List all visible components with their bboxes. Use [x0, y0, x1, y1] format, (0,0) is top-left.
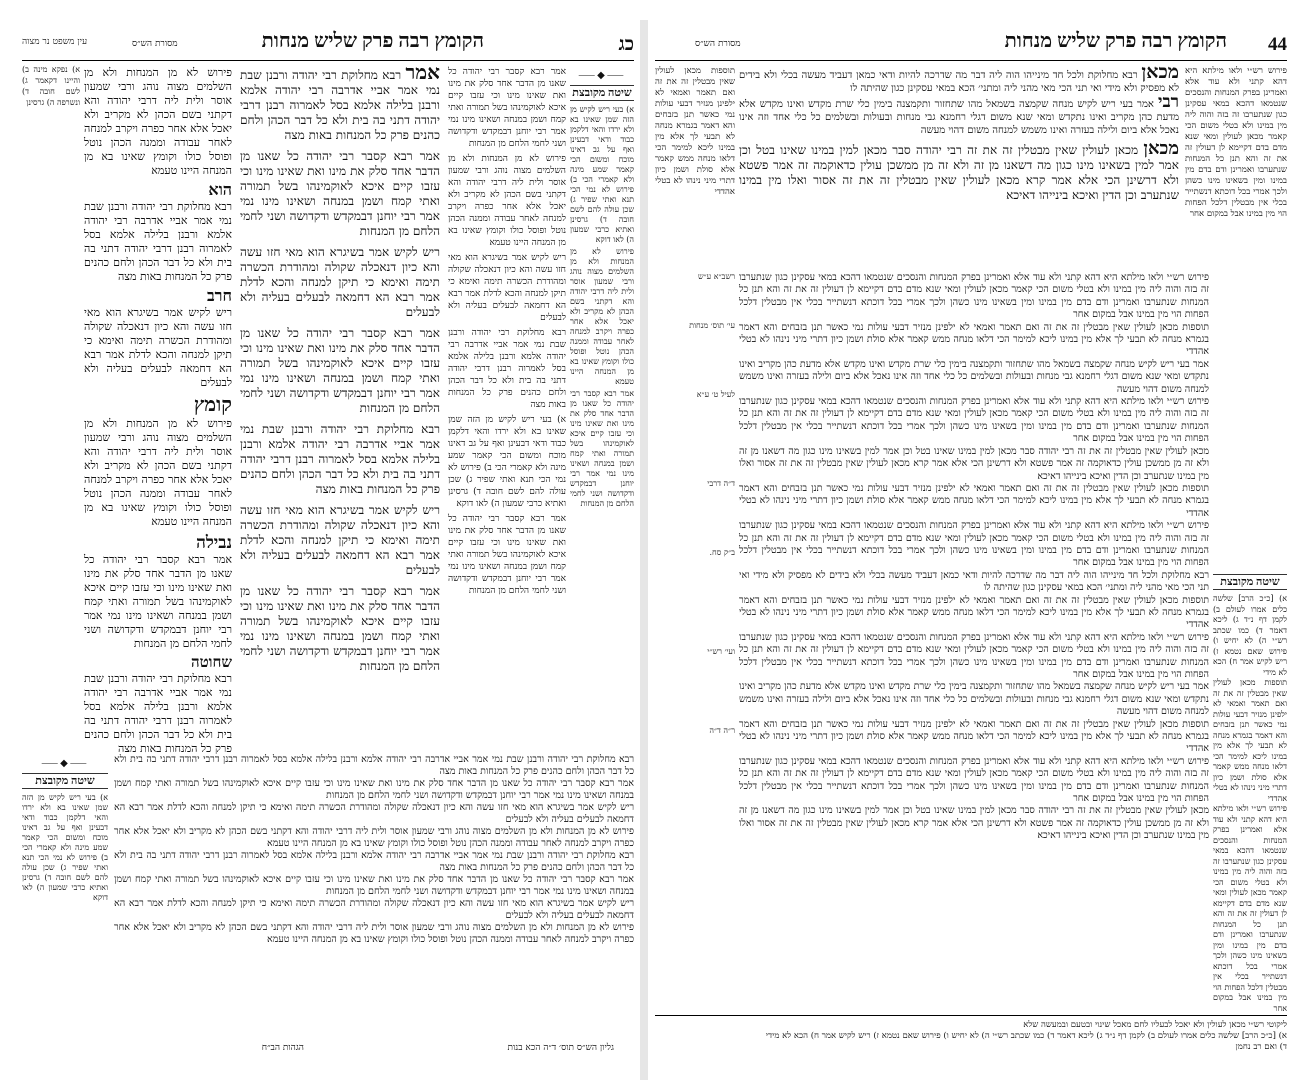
- margin-ref-7: ר״ה ד״ה: [709, 726, 735, 735]
- book-spine: [640, 20, 648, 1080]
- shita-sidebar-notes-3: פירוש רש״י ולאו מילתא היא דהא קתני ולא עוד אלא ואמרינן בפרק המנחות והנסכים שנטמאו דהכא במאי עסקינן כגון שנתערבו זה בזה והוה ליה מין במינו ולא בטלי משום הכי קאמר מכאן לעולין ומאי שנא מדם בדם דקיימא לן דעולין זה את זה והא תנן כל המנחות שנתערבו ואמרינן ודם בדם מין במינו ומין בשאינו מינו כשהן ולכך אמרי בכל דוכתא דנשתייר בכלי אין מבטלין דלכל הפחות הוי מין במינו אבל במקום אחר: [1213, 804, 1287, 1013]
- commentary-text-1: פירוש רש״י ולאו מילתא היא דהא קתני ולא עוד אלא ואמרינן בפרק המנחות והנסכים שנטמאו דהכא במאי עסקינן כגון שנתערבו זה בזה והוה ליה מין במינו ולא בטלי משום הכי קאמר מכאן לעולין ומאי שנא מדם בדם דקיימא לן דעולין זה את זה והא תנן כל המנחות שנתערבו ואמרינן ודם בדם מין במינו ומין בשאינו מינו כשהן ולכך אמרי בכל דוכתא דנשתייר בכלי אין מבטלין דלכל הפחות הוי מין במינו אבל במקום אחר: [739, 272, 1209, 321]
- ornament-divider-2: ⸺◆⸺: [41, 758, 89, 769]
- page-number: 44: [1268, 34, 1287, 55]
- shita-sidebar-notes: א) [כ״כ הרב] שלשה כלים אמרו לעולם ב) לקמן דף נ״ד ג) ליכא דאמר ד) כמו שכתב רש״י ה) לא יחיש ו) פירוש שאם נטמא ז) ריש לקיש אמר ח) הכא לא מידי: [1213, 594, 1287, 677]
- commentary-text-13: פירוש רש״י ולאו מילתא היא דהא קתני ולא עוד אלא ואמרינן בפרק המנחות והנסכים שנטמאו דהכא במאי עסקינן כגון שנתערבו זה בזה והוה ליה מין במינו ולא בטלי משום הכי קאמר מכאן לעולין ומאי שנא מדם בדם דקיימא לן דעולין זה את זה והא תנן כל המנחות שנתערבו ואמרינן ודם בדם מין במינו ומין בשאינו מינו כשהן ולכך אמרי בכל דוכתא דנשתייר בכלי אין מבטלין דלכל הפחות הוי מין במינו אבל במקום אחר: [739, 755, 1209, 805]
- gemara-text-4: אמר רבא קסבר רבי יהודה כל שאנו מן הדבר אחד סלק את מינו ואת שאינו מינו וכי עזבו קיים איכא לאוקמינהו בשל תמורה ואתי קמח ושמן במנחה ושאינו מינו נמי אמר רבי יוחנן דבמקדש ודקדושה ושני לחמי הלחם מן המנחות: [240, 326, 440, 415]
- bottom-shita-title: שיטה מקובצת: [22, 773, 108, 789]
- commentary-left-text-6: רבא מחלוקת רבי יהודה ורבנן שבת נמי אמר אביי אדרבה רבי יהודה אלמא ורבנן בלילה אלמא בסל לאמרוה רבנן דרבי יהודה דתני בה בית ולא כל דבר הכהן ולחם כהנים פרק כל המנחות באות מצה: [84, 672, 232, 755]
- gemara-column: [240, 62, 440, 746]
- bottom-text-3: ריש לקיש אמר בשיגרא הוא מאי חזו עשה והא כיון דנאכלה שקולה ומהודרת הכשרה תימה ואימא כי תיקן למנחה והכא לדלת אמר רבא הא דחמאה לבעלים בעליה ולא לבעלים: [114, 802, 634, 825]
- lower-commentary: [22, 754, 634, 1054]
- bottom-text-2: אמר רבא קסבר רבי יהודה כל שאנו מן הדבר אחד סלק את מינו ואת שאינו מינו וכי עזבו קיים איכא לאוקמינהו בשל תמורה ואתי קמח ושמן במנחה ושאינו מינו נמי אמר רבי יוחנן דבמקדש ודקדושה ושני לחמי הלחם מן המנחות: [114, 778, 634, 801]
- commentary-left-text-3: ריש לקיש אמר בשיגרא הוא מאי חזו עשה והא כיון דנאכלה שקולה ומהודרת הכשרה תימה ואימא כי תיקן למנחה והכא לדלת אמר רבא הא דחמאה לבעלים בעליה ולא לבעלים: [84, 306, 232, 389]
- footer-bottom-line: ד) ואם רב נחמן: [1235, 1042, 1287, 1052]
- bottom-text-6: אמר רבא קסבר רבי יהודה כל שאנו מן הדבר אחד סלק את מינו ואת שאינו מינו וכי עזבו קיים איכא לאוקמינהו בשל תמורה ואתי קמח ושמן במנחה ושאינו מינו נמי אמר רבי יוחנן דבמקדש ודקדושה ושני לחמי הלחם מן המנחות: [114, 874, 634, 897]
- tosafot-column: [448, 66, 566, 746]
- margin-ref-6: ועי׳ רש״י: [707, 647, 735, 656]
- ein-mishpat-column: [22, 64, 80, 714]
- shita-mekubetzet-notes: א) בעי ריש לקיש מן הזה שמן שאינו בא ולא ירדו והאי דלקמן כבוד ודאי דבעינן ואף על גב דאינו מוכח ומשום הכי קאמר שמע מינה ולא קאמרי הכי ב) פירוש לא נמי הכי תנא ואתי שפיר ג) שכן עולה להם לשם חובה ד) גרסינן ואתיא כרבי שמעון ה) לאו דוקא: [570, 105, 634, 244]
- commentary-text-9: תוספות מכאן לעולין שאין מבטלין זה את זה ואם תאמר ואמאי לא ילפינן מנזיר דבעי עולות נמי כאשר תנן בזבחים והא דאמר בגמרא מנחה לא תבעי לך אלא מין במינו ליכא למימר הכי דלאו מנחה ממש קאמר אלא סולת ושמן כיון דתרי מיני נינהו לא בטלי אהדדי: [739, 594, 1209, 631]
- commentary-text-11: אמר בעי ריש לקיש מנחה שקמצה בשמאל מהו שתחזור ותקמצנה בימין כלי שרת מקדש ואינו מקדש אלא מדעת כהן מקריב ואינו נתקדש ומאי שנא משום דגלי רחמנא גבי מנחות ובעולות ובשלמים כל כלי אחד וזה אינו נאכל אלא ביום ולילה בעזרה ואינו משמש למנחה משום דהוי מעשה: [739, 681, 1209, 718]
- footer-text-2: א) [כ״כ הרב] שלשה כלים אמרו לעולם ב) לקמן דף נ״ד ג) ליכא דאמר ד) כמו שכתב רש״י ה) לא יחיש ו) פירוש שאם נטמא ז) ריש לקיש אמר ח) הכא לא מידי: [765, 1031, 1287, 1041]
- tosafot-text-5: א) בעי ריש לקיש מן הזה שמן שאינו בא ולא ירדו והאי דלקמן כבוד ודאי דבעינן ואף על גב דאינו מוכח ומשום הכי קאמר שמע מינה ולא קאמרי הכי ב) פירוש לא נמי הכי תנא ואתי שפיר ג) שכן עולה להם לשם חובה ד) גרסינן ואתיא כרבי שמעון ה) לאו דוקא: [448, 415, 566, 509]
- margin-ref-5: ב״ק סח.: [709, 548, 735, 557]
- footer-text: ליקוטי רש״י מכאן לעולין ולא יאכל לבעליו לחם מאכל שינוי ובטעם ובמעשה שלא: [1023, 1020, 1287, 1030]
- margin-ref-1: רשב״א ע״ש: [697, 272, 735, 281]
- commentary-text-6: תוספות מכאן לעולין שאין מבטלין זה את זה ואם תאמר ואמאי לא ילפינן מנזיר דבעי עולות נמי כאשר תנן בזבחים והא דאמר בגמרא מנחה לא תבעי לך אלא מין במינו ליכא למימר הכי דלאו מנחה ממש קאמר אלא סולת ושמן כיון דתרי מיני נינהו לא בטלי אהדדי: [739, 482, 1209, 519]
- dibur-hamatchil-2: חרב: [206, 288, 232, 305]
- gemara-text-1: רבא מחלוקת רבי יהודה ורבנן שבת נמי אמר אביי אדרבה רבי יהודה אלמא ורבנן בלילה אלמא בסל לאמרוה רבנן דרבי יהודה דתני בה בית ולא כל דבר הכהן ולחם כהנים פרק כל המנחות באות מצה: [240, 68, 440, 142]
- footer-rule: [655, 1015, 1287, 1016]
- commentary-text-4: פירוש רש״י ולאו מילתא היא דהא קתני ולא עוד אלא ואמרינן בפרק המנחות והנסכים שנטמאו דהכא במאי עסקינן כגון שנתערבו זה בזה והוה ליה מין במינו ולא בטלי משום הכי קאמר מכאן לעולין ומאי שנא מדם בדם דקיימא לן דעולין זה את זה והא תנן כל המנחות שנתערבו ואמרינן ודם בדם מין במינו ומין בשאינו מינו כשהן ולכך אמרי בכל דוכתא דנשתייר בכלי אין מבטלין דלכל הפחות הוי מין במינו אבל במקום אחר: [739, 396, 1209, 445]
- left-page: [22, 30, 634, 1070]
- margin-ref-3: לעיל ט׳ ע״א: [696, 390, 735, 399]
- header-rule: [655, 60, 1287, 61]
- bottom-sidebar: [22, 754, 108, 1043]
- commentary-text-14: מכאן לעולין שאין מבטלין זה את זה רבי יהודה סבר מכאן למין במינו שאינו בטל וכן אמר למין בשאינו מינו כגון מה דשאנו מן זה ולא זה מן ממשכן עולין כדאוקמה זה אמר פשטא ולא דרשינן הכי אלא אמר קרא מכאן לעולין שאין מבטלין זה את זה אסור ואלו מין במינו שנתערב וכן הדין ואיכא בינייהו דאיכא: [739, 805, 1209, 842]
- margin-refs: [655, 272, 735, 1012]
- commentary-text-2: תוספות מכאן לעולין שאין מבטלין זה את זה ואם תאמר ואמאי לא ילפינן מנזיר דבעי עולות נמי כאשר תנן בזבחים והא דאמר בגמרא מנחה לא תבעי לך אלא מין במינו ליכא למימר הכי דלאו מנחה ממש קאמר אלא סולת ושמן כיון דתרי מיני נינהו לא בטלי אהדדי: [739, 321, 1209, 358]
- running-head: הקומץ רבה פרק שליש מנחות: [1004, 30, 1227, 52]
- gemara-upper: [739, 62, 1179, 266]
- bottom-shita-notes: א) בעי ריש לקיש מן הזה שמן שאינו בא ולא ירדו והאי דלקמן כבוד ודאי דבעינן ואף על גב דאינו מוכח ומשום הכי קאמר שמע מינה ולא קאמרי הכי ב) פירוש לא נמי הכי תנא ואתי שפיר ג) שכן עולה להם לשם חובה ד) גרסינן ואתיא כרבי שמעון ה) לאו דוקא: [22, 793, 108, 902]
- footer-block: [655, 1020, 1287, 1060]
- commentary-text-3: אמר בעי ריש לקיש מנחה שקמצה בשמאל מהו שתחזור ותקמצנה בימין כלי שרת מקדש ואינו מקדש אלא מדעת כהן מקריב ואינו נתקדש ומאי שנא משום דגלי רחמנא גבי מנחות ובעולות ובשלמים כל כלי אחד וזה אינו נאכל אלא ביום ולילה בעזרה ואינו משמש למנחה משום דהוי מעשה: [739, 358, 1209, 395]
- commentary-column-left: [84, 66, 232, 755]
- tosafot-text-1: אמר רבא קסבר רבי יהודה כל שאנו מן הדבר אחד סלק את מינו ואת שאינו מינו וכי עזבו קיים איכא לאוקמינהו בשל תמורה ואתי קמח ושמן במנחה ושאינו מינו נמי אמר רבי יוחנן דבמקדש ודקדושה ושני לחמי הלחם מן המנחות: [448, 67, 566, 149]
- bottom-text-block: [114, 754, 634, 1034]
- commentary-text-8: רבא מחלוקת ולכל חד מינייהו הוה ליה דבר מה שדרכה להיות ודאי כמאן דעביד מעשה בכלי ולא בידים לא מפסיק ולא מידי ואי תני הכי מאי מהני ליה ומתני׳ הכא במאי עסקינן כגון שהיתה לו: [739, 569, 1209, 594]
- right-page: [655, 30, 1287, 1070]
- masoret-column: [1185, 66, 1287, 266]
- gemara-text-3: ריש לקיש אמר בשיגרא הוא מאי חזו עשה והא כיון דנאכלה שקולה ומהודרת הכשרה תימה ואימא כי תיקן למנחה והכא לדלת אמר רבא הא דחמאה לבעלים בעליה ולא לבעלים: [240, 245, 440, 319]
- tosafot-text-3: ריש לקיש אמר בשיגרא הוא מאי חזו עשה והא כיון דנאכלה שקולה ומהודרת הכשרה תימה ואימא כי תיקן למנחה והכא לדלת אמר רבא הא דחמאה לבעלים בעליה ולא לבעלים: [448, 253, 566, 323]
- rashi-side: [655, 66, 735, 266]
- shita-mekubetzet-notes-2: פירוש לא מן המנחות ולא מן השלמים מצוה נוהג ורבי שמעון אוסר ולית ליה דרבי יהודה והא דקתני בשם הכהן לא מקריב ולא יאכל אלא אחר כפרה ויקרב למנחה לאחר עבודה וממנה הכהן נוטל ופוסל כולו וקומץ שאינו בא מן המנחה היינו טעמא: [570, 247, 634, 386]
- upper-text-1: רבא מחלוקת ולכל חד מינייהו הוה ליה דבר מה שדרכה להיות ודאי כמאן דעביד מעשה בכלי ולא בידים לא מפסיק ולא מידי ואי תני הכי מאי מהני ליה ומתני׳ הכא במאי עסקינן כגון שהיתה לו: [739, 70, 1179, 94]
- margin-ref-4: ד״ה דרבי: [707, 479, 735, 488]
- shita-mekubetzet-column: [570, 66, 634, 746]
- commentary-left-text-4: פירוש לא מן המנחות ולא מן השלמים מצוה נוהג ורבי שמעון אוסר ולית ליה דרבי יהודה והא דקתני בשם הכהן לא מקריב ולא יאכל אלא אחר כפרה ויקרב למנחה לאחר עבודה וממנה הכהן נוטל ופוסל כולו וקומץ שאינו בא מן המנחה היינו טעמא: [84, 417, 232, 528]
- bottom-text-4: פירוש לא מן המנחות ולא מן השלמים מצוה נוהג ורבי שמעון אוסר ולית ליה דרבי יהודה והא דקתני בשם הכהן לא מקריב ולא יאכל אלא אחר כפרה ויקרב למנחה לאחר עבודה וממנה הכהן נוטל ופוסל כולו וקומץ שאינו בא מן המנחה היינו טעמא: [114, 826, 634, 849]
- dibur-hamatchil-1: הוא: [208, 182, 232, 199]
- page-number: כג: [618, 34, 634, 55]
- margin-ref-2: עי׳ תוס׳ מנחות: [689, 321, 735, 330]
- opening-word: מכאן: [1141, 62, 1179, 83]
- dibur-hamatchil-5: שחוטה: [190, 655, 232, 671]
- gemara-text-6: ריש לקיש אמר בשיגרא הוא מאי חזו עשה והא כיון דנאכלה שקולה ומהודרת הכשרה תימה ואימא כי תיקן למנחה והכא לדלת אמר רבא הא דחמאה לבעלים בעליה ולא לבעלים: [240, 503, 440, 577]
- shita-mekubetzet-notes-3: אמר רבא קסבר רבי יהודה כל שאנו מן הדבר אחד סלק את מינו ואת שאינו מינו וכי עזבו קיים איכא לאוקמינהו בשל תמורה ואתי קמח ושמן במנחה ושאינו מינו נמי אמר רבי יוחנן דבמקדש ודקדושה ושני לחמי הלחם מן המנחות: [570, 389, 634, 508]
- bottom-text-1: רבא מחלוקת רבי יהודה ורבנן שבת נמי אמר אביי אדרבה רבי יהודה אלמא ורבנן בלילה אלמא בסל לאמרוה רבנן דרבי יהודה דתני בה בית ולא כל דבר הכהן ולחם כהנים פרק כל המנחות באות מצה: [114, 754, 634, 777]
- upper-text-2: אמר בעי ריש לקיש מנחה שקמצה בשמאל מהו שתחזור ותקמצנה בימין כלי שרת מקדש ואינו מקדש אלא מדעת כהן מקריב ואינו נתקדש ומאי שנא משום דגלי רחמנא גבי מנחות ובעולות ובשלמים כל כלי אחד וזה אינו נאכל אלא ביום ולילה בעזרה ואינו משמש למנחה משום דהוי מעשה: [739, 99, 1179, 136]
- commentary-block: [739, 272, 1209, 1012]
- commentary-left-text-5: אמר רבא קסבר רבי יהודה כל שאנו מן הדבר אחד סלק את מינו ואת שאינו מינו וכי עזבו קיים איכא לאוקמינהו בשל תמורה ואתי קמח ושמן במנחה ושאינו מינו נמי אמר רבי יוחנן דבמקדש ודקדושה ושני לחמי הלחם מן המנחות: [84, 553, 232, 650]
- bottom-text-7: ריש לקיש אמר בשיגרא הוא מאי חזו עשה והא כיון דנאכלה שקולה ומהודרת הכשרה תימה ואימא כי תיקן למנחה והכא לדלת אמר רבא הא דחמאה לבעלים בעליה ולא לבעלים: [114, 898, 634, 921]
- commentary-text-7: פירוש רש״י ולאו מילתא היא דהא קתני ולא עוד אלא ואמרינן בפרק המנחות והנסכים שנטמאו דהכא במאי עסקינן כגון שנתערבו זה בזה והוה ליה מין במינו ולא בטלי משום הכי קאמר מכאן לעולין ומאי שנא מדם בדם דקיימא לן דעולין זה את זה והא תנן כל המנחות שנתערבו ואמרינן ודם בדם מין במינו ומין בשאינו מינו כשהן ולכך אמרי בכל דוכתא דנשתייר בכלי אין מבטלין דלכל הפחות הוי מין במינו אבל במקום אחר: [739, 520, 1209, 569]
- upper-text-3: מכאן לעולין שאין מבטלין זה את זה רבי יהודה סבר מכאן למין במינו שאינו בטל וכן אמר למין בשאינו מינו כגון מה דשאנו מן זה ולא זה מן ממשכן עולין כדאוקמה זה אמר פשטא ולא דרשינן הכי אלא אמר קרא מכאן לעולין שאין מבטלין זה את זה אסור ואלו מין במינו שנתערב וכן הדין ואיכא בינייהו דאיכא: [739, 143, 1179, 202]
- footer-hagahot: הגהות הב״ח: [261, 1043, 304, 1053]
- header-rule: [22, 60, 634, 61]
- ein-mishpat-text: א) נפקא מינה ב) והיינו דקאמר ג) לשם חובה ד) ונשרפה ה) גרסינן: [22, 65, 80, 107]
- opening-word-2: מכאן: [1143, 138, 1179, 158]
- ein-mishpat-label: עין משפט נר מצוה: [22, 37, 88, 47]
- bottom-text-5: רבא מחלוקת רבי יהודה ורבנן שבת נמי אמר אביי אדרבה רבי יהודה אלמא ורבנן בלילה אלמא בסל לאמרוה רבנן דרבי יהודה דתני בה בית ולא כל דבר הכהן ולחם כהנים פרק כל המנחות באות מצה: [114, 850, 634, 873]
- running-head: הקומץ רבה פרק שליש מנחות: [261, 30, 484, 52]
- rashi-side-text: תוספות מכאן לעולין שאין מבטלין זה את זה ואם תאמר ואמאי לא ילפינן מנזיר דבעי עולות נמי כאשר תנן בזבחים והא דאמר בגמרא מנחה לא תבעי לך אלא מין במינו ליכא למימר הכי דלאו מנחה ממש קאמר אלא סולת ושמן כיון דתרי מיני נינהו לא בטלי אהדדי: [655, 66, 735, 197]
- daf-reference: מסורת הש״ס: [132, 39, 178, 49]
- tosafot-text-4: רבא מחלוקת רבי יהודה ורבנן שבת נמי אמר אביי אדרבה רבי יהודה אלמא ורבנן בלילה אלמא בסל לאמרוה רבנן דרבי יהודה דתני בה בית ולא כל דבר הכהן ולחם כהנים פרק כל המנחות באות מצה: [448, 328, 566, 410]
- commentary-left-text-1: פירוש לא מן המנחות ולא מן השלמים מצוה נוהג ורבי שמעון אוסר ולית ליה דרבי יהודה והא דקתני בשם הכהן לא מקריב ולא יאכל אלא אחר כפרה ויקרב למנחה לאחר עבודה וממנה הכהן נוטל ופוסל כולו וקומץ שאינו בא מן המנחה היינו טעמא: [84, 66, 232, 177]
- commentary-text-10: פירוש רש״י ולאו מילתא היא דהא קתני ולא עוד אלא ואמרינן בפרק המנחות והנסכים שנטמאו דהכא במאי עסקינן כגון שנתערבו זה בזה והוה ליה מין במינו ולא בטלי משום הכי קאמר מכאן לעולין ומאי שנא מדם בדם דקיימא לן דעולין זה את זה והא תנן כל המנחות שנתערבו ואמרינן ודם בדם מין במינו ומין בשאינו מינו כשהן ולכך אמרי בכל דוכתא דנשתייר בכלי אין מבטלין דלכל הפחות הוי מין במינו אבל במקום אחר: [739, 631, 1209, 680]
- dibur-hamatchil-4: נבילה: [196, 533, 232, 552]
- shita-sidebar-notes-2: תוספות מכאן לעולין שאין מבטלין זה את זה ואם תאמר ואמאי לא ילפינן מנזיר דבעי עולות נמי כאשר תנן בזבחים והא דאמר בגמרא מנחה לא תבעי לך אלא מין במינו ליכא למימר הכי דלאו מנחה ממש קאמר אלא סולת ושמן כיון דתרי מיני נינהו לא בטלי אהדדי: [1213, 678, 1287, 803]
- daf-reference: מסורת הש״ס: [695, 39, 741, 49]
- masoret-text: פירוש רש״י ולאו מילתא היא דהא קתני ולא עוד אלא ואמרינן בפרק המנחות והנסכים שנטמאו דהכא במאי עסקינן כגון שנתערבו זה בזה והוה ליה מין במינו ולא בטלי משום הכי קאמר מכאן לעולין ומאי שנא מדם בדם דקיימא לן דעולין זה את זה והא תנן כל המנחות שנתערבו ואמרינן ודם בדם מין במינו ומין בשאינו מינו כשהן ולכך אמרי בכל דוכתא דנשתייר בכלי אין מבטלין דלכל הפחות הוי מין במינו אבל במקום אחר: [1185, 66, 1287, 219]
- ornament-divider: ⸺◆⸺: [578, 70, 626, 81]
- commentary-text-12: תוספות מכאן לעולין שאין מבטלין זה את זה ואם תאמר ואמאי לא ילפינן מנזיר דבעי עולות נמי כאשר תנן בזבחים והא דאמר בגמרא מנחה לא תבעי לך אלא מין במינו ליכא למימר הכי דלאו מנחה ממש קאמר אלא סולת ושמן כיון דתרי מיני נינהו לא בטלי אהדדי: [739, 718, 1209, 755]
- shita-sidebar-title: שיטה מקובצת: [1213, 574, 1287, 590]
- commentary-left-text-2: רבא מחלוקת רבי יהודה ורבנן שבת נמי אמר אביי אדרבה רבי יהודה אלמא ורבנן בלילה אלמא בסל לאמרוה רבנן דרבי יהודה דתני בה בית ולא כל דבר הכהן ולחם כהנים פרק כל המנחות באות מצה: [84, 200, 232, 283]
- gemara-text-7: אמר רבא קסבר רבי יהודה כל שאנו מן הדבר אחד סלק את מינו ואת שאינו מינו וכי עזבו קיים איכא לאוקמינהו בשל תמורה ואתי קמח ושמן במנחה ושאינו מינו נמי אמר רבי יוחנן דבמקדש ודקדושה ושני לחמי הלחם מן המנחות: [240, 584, 440, 673]
- gemara-text-5: רבא מחלוקת רבי יהודה ורבנן שבת נמי אמר אביי אדרבה רבי יהודה אלמא ורבנן בלילה אלמא בסל לאמרוה רבנן דרבי יהודה דתני בה בית ולא כל דבר הכהן ולחם כהנים פרק כל המנחות באות מצה: [240, 422, 440, 496]
- shita-mekubetzet-title: שיטה מקובצת: [570, 85, 634, 101]
- gemara-text-2: אמר רבא קסבר רבי יהודה כל שאנו מן הדבר אחד סלק את מינו ואת שאינו מינו וכי עזבו קיים איכא לאוקמינהו בשל תמורה ואתי קמח ושמן במנחה ושאינו מינו נמי אמר רבי יוחנן דבמקדש ודקדושה ושני לחמי הלחם מן המנחות: [240, 149, 440, 238]
- tosafot-text-6: אמר רבא קסבר רבי יהודה כל שאנו מן הדבר אחד סלק את מינו ואת שאינו מינו וכי עזבו קיים איכא לאוקמינהו בשל תמורה ואתי קמח ושמן במנחה ושאינו מינו נמי אמר רבי יוחנן דבמקדש ודקדושה ושני לחמי הלחם מן המנחות: [448, 514, 566, 596]
- footer-gilyon: גליון הש״ס תוס׳ ד״ה הכא בנות: [507, 1043, 614, 1053]
- tosafot-text-2: פירוש לא מן המנחות ולא מן השלמים מצוה נוהג ורבי שמעון אוסר ולית ליה דרבי יהודה והא דקתני בשם הכהן לא מקריב ולא יאכל אלא אחר כפרה ויקרב למנחה לאחר עבודה וממנה הכהן נוטל ופוסל כולו וקומץ שאינו בא מן המנחה היינו טעמא: [448, 154, 566, 248]
- gemara-opening-word: אמר: [405, 62, 440, 84]
- mishna-word: רבי: [1157, 92, 1179, 111]
- shita-sidebar: [1213, 570, 1287, 1013]
- dibur-hamatchil-3: קומץ: [193, 394, 232, 416]
- commentary-text-5: מכאן לעולין שאין מבטלין זה את זה רבי יהודה סבר מכאן למין במינו שאינו בטל וכן אמר למין בשאינו מינו כגון מה דשאנו מן זה ולא זה מן ממשכן עולין כדאוקמה זה אמר פשטא ולא דרשינן הכי אלא אמר קרא מכאן לעולין שאין מבטלין זה את זה אסור ואלו מין במינו שנתערב וכן הדין ואיכא בינייהו דאיכא: [739, 445, 1209, 482]
- bottom-text-8: פירוש לא מן המנחות ולא מן השלמים מצוה נוהג ורבי שמעון אוסר ולית ליה דרבי יהודה והא דקתני בשם הכהן לא מקריב ולא יאכל אלא אחר כפרה ויקרב למנחה לאחר עבודה וממנה הכהן נוטל ופוסל כולו וקומץ שאינו בא מן המנחה היינו טעמא: [114, 922, 634, 945]
